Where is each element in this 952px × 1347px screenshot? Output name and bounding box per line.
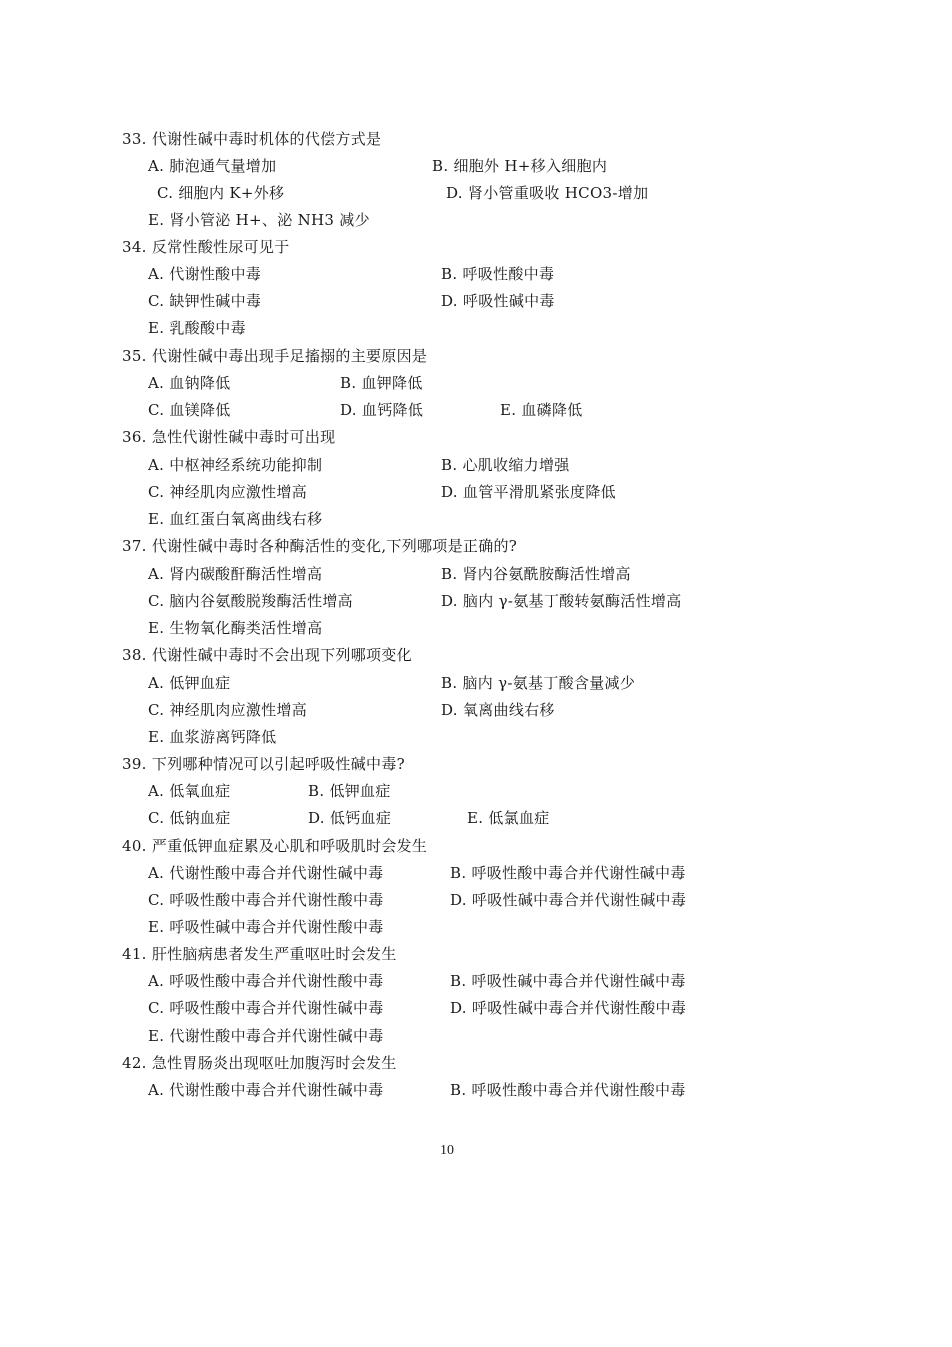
question-42-stem: 42. 急性胃肠炎出现呕吐加腹泻时会发生 (122, 1054, 397, 1072)
question-35-option-d: D. 血钙降低 (340, 401, 424, 419)
question-37-stem: 37. 代谢性碱中毒时各种酶活性的变化,下列哪项是正确的? (122, 537, 518, 555)
question-35-option-b: B. 血钾降低 (340, 374, 423, 392)
question-35-option-a: A. 血钠降低 (148, 374, 231, 392)
question-37-option-b: B. 肾内谷氨酰胺酶活性增高 (441, 565, 631, 583)
question-34-option-d: D. 呼吸性碱中毒 (441, 292, 555, 310)
question-37-option-e: E. 生物氧化酶类活性增高 (148, 619, 323, 637)
question-41-option-b: B. 呼吸性碱中毒合并代谢性碱中毒 (450, 972, 686, 990)
question-40-option-b: B. 呼吸性酸中毒合并代谢性碱中毒 (450, 864, 686, 882)
question-34-option-e: E. 乳酸酸中毒 (148, 319, 246, 337)
page-number: 10 (440, 1143, 454, 1158)
question-38-option-d: D. 氧离曲线右移 (441, 701, 555, 719)
question-37-option-d: D. 脑内 γ-氨基丁酸转氨酶活性增高 (441, 592, 682, 610)
question-42-option-b: B. 呼吸性酸中毒合并代谢性酸中毒 (450, 1081, 686, 1099)
question-36-option-b: B. 心肌收缩力增强 (441, 456, 570, 474)
question-41-option-e: E. 代谢性酸中毒合并代谢性碱中毒 (148, 1027, 384, 1045)
question-33-option-c: C. 细胞内 K+外移 (157, 184, 285, 202)
question-34-stem: 34. 反常性酸性尿可见于 (122, 238, 290, 256)
question-38-option-b: B. 脑内 γ-氨基丁酸含量减少 (441, 674, 636, 692)
question-41-option-c: C. 呼吸性酸中毒合并代谢性碱中毒 (148, 999, 384, 1017)
question-36-option-c: C. 神经肌肉应激性增高 (148, 483, 308, 501)
question-37-option-a: A. 肾内碳酸酐酶活性增高 (148, 565, 323, 583)
question-33-stem: 33. 代谢性碱中毒时机体的代偿方式是 (122, 130, 382, 148)
question-36-option-d: D. 血管平滑肌紧张度降低 (441, 483, 616, 501)
question-35-stem: 35. 代谢性碱中毒出现手足搐搦的主要原因是 (122, 347, 428, 365)
question-40-option-d: D. 呼吸性碱中毒合并代谢性碱中毒 (450, 891, 687, 909)
question-35-option-e: E. 血磷降低 (500, 401, 583, 419)
question-41-option-a: A. 呼吸性酸中毒合并代谢性酸中毒 (148, 972, 384, 990)
question-39-option-a: A. 低氧血症 (148, 782, 231, 800)
question-33-option-e: E. 肾小管泌 H+、泌 NH3 减少 (148, 211, 370, 229)
question-38-option-e: E. 血浆游离钙降低 (148, 728, 277, 746)
question-38-stem: 38. 代谢性碱中毒时不会出现下列哪项变化 (122, 646, 412, 664)
question-33-option-b: B. 细胞外 H+移入细胞内 (432, 157, 608, 175)
question-39-option-d: D. 低钙血症 (308, 809, 392, 827)
question-39-option-e: E. 低氯血症 (467, 809, 550, 827)
question-38-option-a: A. 低钾血症 (148, 674, 231, 692)
question-36-option-a: A. 中枢神经系统功能抑制 (148, 456, 323, 474)
question-40-option-a: A. 代谢性酸中毒合并代谢性碱中毒 (148, 864, 384, 882)
question-36-stem: 36. 急性代谢性碱中毒时可出现 (122, 428, 336, 446)
question-42-option-a: A. 代谢性酸中毒合并代谢性碱中毒 (148, 1081, 384, 1099)
question-38-option-c: C. 神经肌肉应激性增高 (148, 701, 308, 719)
question-34-option-c: C. 缺钾性碱中毒 (148, 292, 262, 310)
question-34-option-a: A. 代谢性酸中毒 (148, 265, 262, 283)
question-34-option-b: B. 呼吸性酸中毒 (441, 265, 555, 283)
question-40-stem: 40. 严重低钾血症累及心肌和呼吸肌时会发生 (122, 837, 428, 855)
question-35-option-c: C. 血镁降低 (148, 401, 231, 419)
question-40-option-e: E. 呼吸性碱中毒合并代谢性酸中毒 (148, 918, 384, 936)
question-33-option-a: A. 肺泡通气量增加 (148, 157, 277, 175)
question-39-option-b: B. 低钾血症 (308, 782, 391, 800)
question-36-option-e: E. 血红蛋白氧离曲线右移 (148, 510, 323, 528)
question-41-stem: 41. 肝性脑病患者发生严重呕吐时会发生 (122, 945, 397, 963)
question-33-option-d: D. 肾小管重吸收 HCO3-增加 (446, 184, 649, 202)
question-40-option-c: C. 呼吸性酸中毒合并代谢性酸中毒 (148, 891, 384, 909)
question-39-option-c: C. 低钠血症 (148, 809, 231, 827)
question-37-option-c: C. 脑内谷氨酸脱羧酶活性增高 (148, 592, 353, 610)
question-39-stem: 39. 下列哪种情况可以引起呼吸性碱中毒? (122, 755, 405, 773)
question-41-option-d: D. 呼吸性碱中毒合并代谢性酸中毒 (450, 999, 687, 1017)
